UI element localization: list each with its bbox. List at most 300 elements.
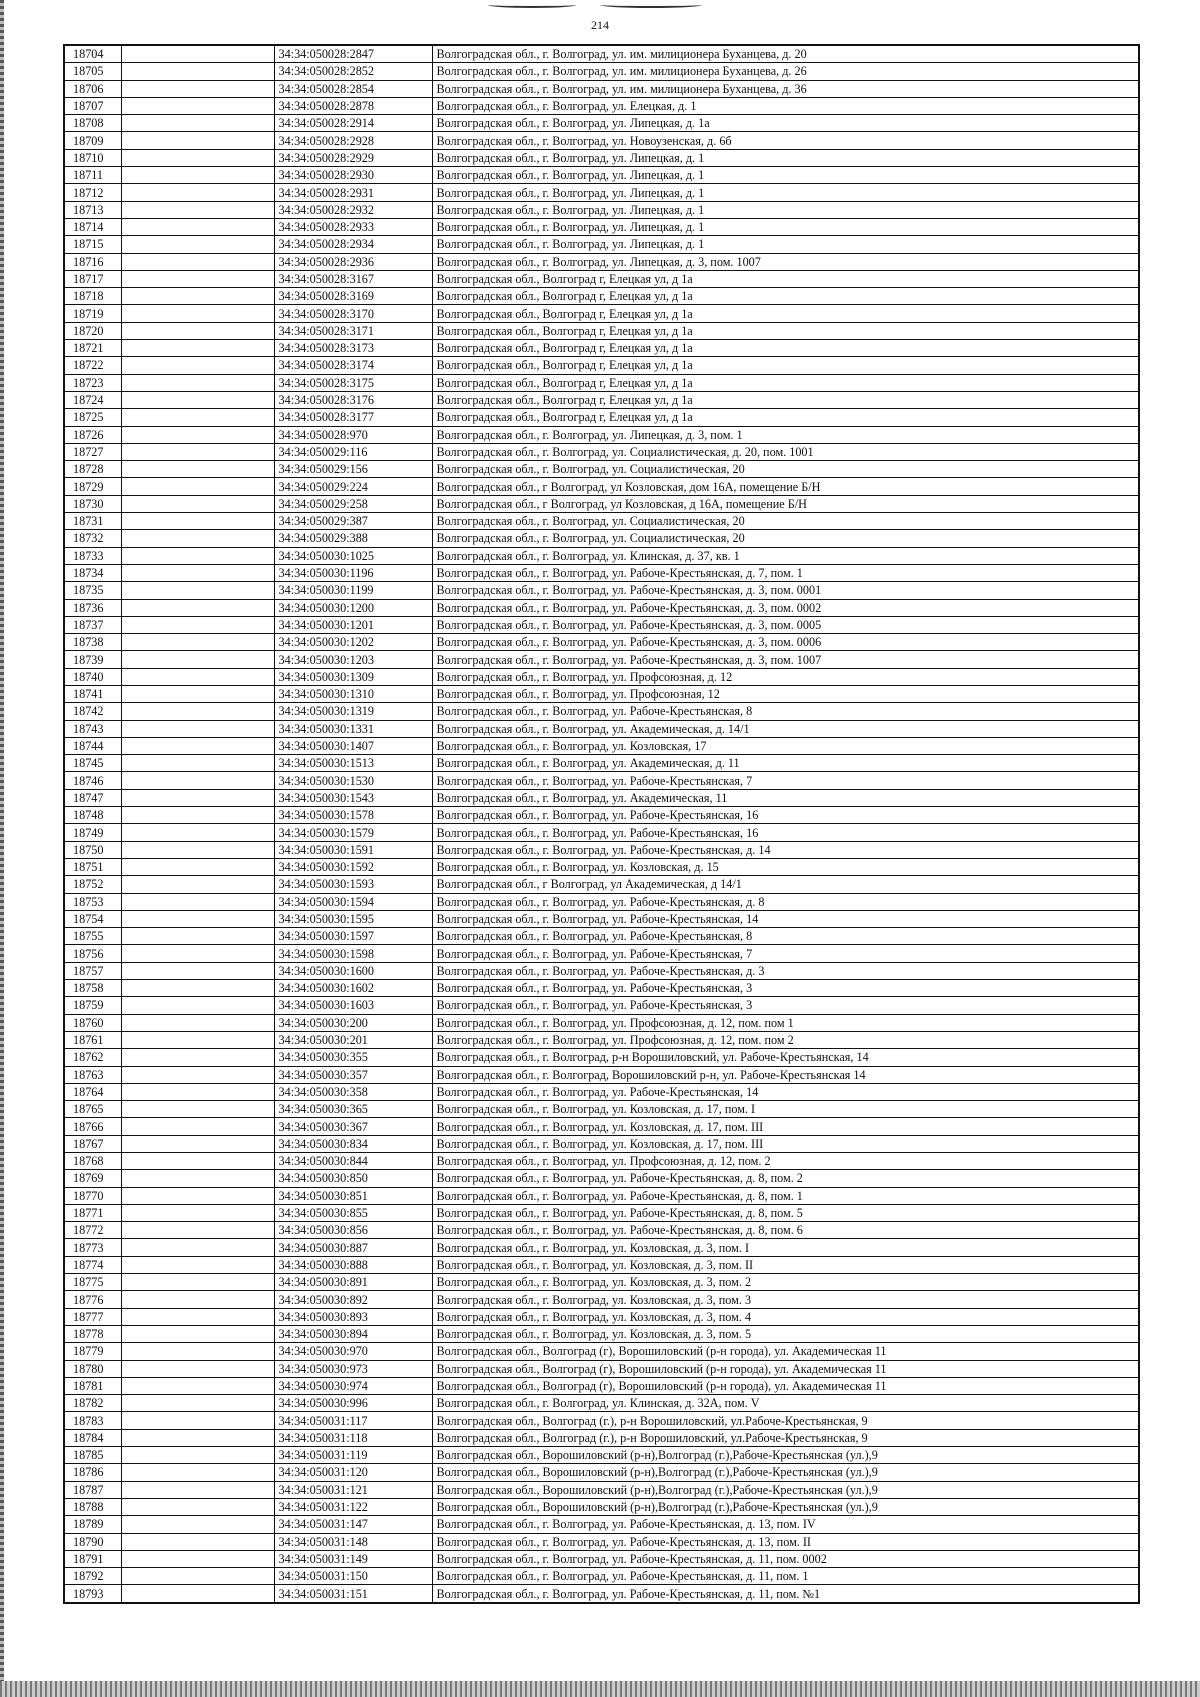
- cadastral-number-cell: 34:34:050028:2933: [274, 218, 432, 235]
- blank-cell: [121, 651, 274, 668]
- blank-cell: [121, 461, 274, 478]
- cadastral-number-cell: 34:34:050028:3167: [274, 270, 432, 287]
- row-number-cell: 18792: [64, 1568, 121, 1585]
- row-number-cell: 18739: [64, 651, 121, 668]
- cadastral-number-cell: 34:34:050029:156: [274, 461, 432, 478]
- address-cell: Волгоградская обл., г. Волгоград, ул. Профсоюзная, д. 12, пом. пом 1: [432, 1014, 1139, 1031]
- blank-cell: [121, 1239, 274, 1256]
- row-number-cell: 18742: [64, 703, 121, 720]
- table-row: [64, 149, 1139, 166]
- cadastral-number-cell: 34:34:050030:973: [274, 1360, 432, 1377]
- cadastral-number-cell: 34:34:050030:1593: [274, 876, 432, 893]
- address-cell: Волгоградская обл., Волгоград (г), Ворошиловский (р-н города), ул. Академическая 11: [432, 1360, 1139, 1377]
- row-number-cell: 18775: [64, 1274, 121, 1291]
- address-cell: Волгоградская обл., г. Волгоград, ул. Рабоче-Крестьянская, д. 8, пом. 1: [432, 1187, 1139, 1204]
- table-row: [64, 1291, 1139, 1308]
- address-cell: Волгоградская обл., Ворошиловский (р-н),Волгоград (г.),Рабоче-Крестьянская (ул.),9: [432, 1498, 1139, 1515]
- address-cell: Волгоградская обл., г. Волгоград, ул. Липецкая, д. 1: [432, 184, 1139, 201]
- cadastral-number-cell: 34:34:050028:2932: [274, 201, 432, 218]
- cadastral-number-cell: 34:34:050030:1196: [274, 564, 432, 581]
- cadastral-number-cell: 34:34:050031:147: [274, 1516, 432, 1533]
- cadastral-number-cell: 34:34:050030:888: [274, 1256, 432, 1273]
- row-number-cell: 18762: [64, 1049, 121, 1066]
- blank-cell: [121, 1533, 274, 1550]
- table-row: [64, 668, 1139, 685]
- scan-edge-bottom: [0, 1681, 1200, 1697]
- cadastral-number-cell: 34:34:050028:2929: [274, 149, 432, 166]
- address-cell: Волгоградская обл., г. Волгоград, ул. Елецкая, д. 1: [432, 97, 1139, 114]
- cadastral-number-cell: 34:34:050030:894: [274, 1325, 432, 1342]
- blank-cell: [121, 80, 274, 97]
- row-number-cell: 18771: [64, 1204, 121, 1221]
- cadastral-number-cell: 34:34:050030:1602: [274, 980, 432, 997]
- row-number-cell: 18782: [64, 1395, 121, 1412]
- table-row: [64, 426, 1139, 443]
- table-row: [64, 236, 1139, 253]
- address-cell: Волгоградская обл., г. Волгоград, ул. Социалистическая, д. 20, пом. 1001: [432, 443, 1139, 460]
- cadastral-number-cell: 34:34:050030:974: [274, 1377, 432, 1394]
- cadastral-number-cell: 34:34:050030:1201: [274, 616, 432, 633]
- table-row: [64, 530, 1139, 547]
- address-cell: Волгоградская обл., г. Волгоград, ул. Академическая, д. 11: [432, 755, 1139, 772]
- address-cell: Волгоградская обл., Волгоград г, Елецкая ул, д 1а: [432, 391, 1139, 408]
- address-cell: Волгоградская обл., г. Волгоград, ул. Козловская, д. 17, пом. III: [432, 1135, 1139, 1152]
- address-cell: Волгоградская обл., г. Волгоград, ул. Рабоче-Крестьянская, д. 3: [432, 962, 1139, 979]
- table-row: [64, 1568, 1139, 1585]
- row-number-cell: 18731: [64, 513, 121, 530]
- blank-cell: [121, 1118, 274, 1135]
- blank-cell: [121, 495, 274, 512]
- blank-cell: [121, 1481, 274, 1498]
- blank-cell: [121, 1101, 274, 1118]
- table-row: [64, 1550, 1139, 1567]
- cadastral-number-cell: 34:34:050030:200: [274, 1014, 432, 1031]
- table-row: [64, 720, 1139, 737]
- row-number-cell: 18781: [64, 1377, 121, 1394]
- table-row: [64, 97, 1139, 114]
- row-number-cell: 18708: [64, 115, 121, 132]
- row-number-cell: 18773: [64, 1239, 121, 1256]
- cadastral-number-cell: 34:34:050028:2878: [274, 97, 432, 114]
- table-row: [64, 461, 1139, 478]
- blank-cell: [121, 807, 274, 824]
- cadastral-number-cell: 34:34:050030:1594: [274, 893, 432, 910]
- table-row: [64, 1516, 1139, 1533]
- blank-cell: [121, 893, 274, 910]
- cadastral-number-cell: 34:34:050030:887: [274, 1239, 432, 1256]
- cadastral-number-cell: 34:34:050028:2914: [274, 115, 432, 132]
- row-number-cell: 18779: [64, 1343, 121, 1360]
- cadastral-number-cell: 34:34:050028:3177: [274, 409, 432, 426]
- table-row: [64, 772, 1139, 789]
- blank-cell: [121, 530, 274, 547]
- row-number-cell: 18710: [64, 149, 121, 166]
- cadastral-number-cell: 34:34:050030:996: [274, 1395, 432, 1412]
- cadastral-number-cell: 34:34:050028:2854: [274, 80, 432, 97]
- row-number-cell: 18793: [64, 1585, 121, 1603]
- cadastral-number-cell: 34:34:050031:151: [274, 1585, 432, 1603]
- address-cell: Волгоградская обл., г. Волгоград, ул. Липецкая, д. 1: [432, 218, 1139, 235]
- blank-cell: [121, 1498, 274, 1515]
- row-number-cell: 18768: [64, 1153, 121, 1170]
- row-number-cell: 18784: [64, 1429, 121, 1446]
- table-row: [64, 340, 1139, 357]
- address-cell: Волгоградская обл., г Волгоград, ул Козловская, дом 16А, помещение Б/Н: [432, 478, 1139, 495]
- row-number-cell: 18755: [64, 928, 121, 945]
- blank-cell: [121, 1568, 274, 1585]
- cadastral-number-cell: 34:34:050030:1591: [274, 841, 432, 858]
- scan-mark-top-right: [600, 2, 702, 8]
- address-cell: Волгоградская обл., г. Волгоград, ул. Социалистическая, 20: [432, 461, 1139, 478]
- blank-cell: [121, 426, 274, 443]
- blank-cell: [121, 236, 274, 253]
- row-number-cell: 18749: [64, 824, 121, 841]
- table-row: [64, 1153, 1139, 1170]
- address-cell: Волгоградская обл., г Волгоград, ул Козловская, д 16А, помещение Б/Н: [432, 495, 1139, 512]
- row-number-cell: 18770: [64, 1187, 121, 1204]
- blank-cell: [121, 928, 274, 945]
- table-row: [64, 305, 1139, 322]
- table-row: [64, 1585, 1139, 1603]
- row-number-cell: 18720: [64, 322, 121, 339]
- address-cell: Волгоградская обл., Ворошиловский (р-н),Волгоград (г.),Рабоче-Крестьянская (ул.),9: [432, 1447, 1139, 1464]
- table-row: [64, 634, 1139, 651]
- row-number-cell: 18730: [64, 495, 121, 512]
- address-cell: Волгоградская обл., г. Волгоград, ул. Козловская, д. 3, пом. II: [432, 1256, 1139, 1273]
- address-cell: Волгоградская обл., г. Волгоград, ул. Рабоче-Крестьянская, д. 3, пом. 1007: [432, 651, 1139, 668]
- address-cell: Волгоградская обл., Волгоград г, Елецкая ул, д 1а: [432, 305, 1139, 322]
- row-number-cell: 18716: [64, 253, 121, 270]
- address-cell: Волгоградская обл., г. Волгоград, ул. Козловская, д. 15: [432, 858, 1139, 875]
- address-cell: Волгоградская обл., Волгоград г, Елецкая ул, д 1а: [432, 357, 1139, 374]
- row-number-cell: 18746: [64, 772, 121, 789]
- table-row: [64, 1066, 1139, 1083]
- row-number-cell: 18737: [64, 616, 121, 633]
- address-cell: Волгоградская обл., г. Волгоград, ул. Рабоче-Крестьянская, д. 14: [432, 841, 1139, 858]
- address-cell: Волгоградская обл., г Волгоград, ул Академическая, д 14/1: [432, 876, 1139, 893]
- row-number-cell: 18726: [64, 426, 121, 443]
- address-cell: Волгоградская обл., г. Волгоград, Ворошиловский р-н, ул. Рабоче-Крестьянская 14: [432, 1066, 1139, 1083]
- blank-cell: [121, 1031, 274, 1048]
- address-cell: Волгоградская обл., г. Волгоград, ул. Козловская, д. 3, пом. I: [432, 1239, 1139, 1256]
- address-cell: Волгоградская обл., г. Волгоград, ул. Рабоче-Крестьянская, 7: [432, 945, 1139, 962]
- cadastral-number-cell: 34:34:050029:116: [274, 443, 432, 460]
- row-number-cell: 18791: [64, 1550, 121, 1567]
- cadastral-number-cell: 34:34:050030:893: [274, 1308, 432, 1325]
- blank-cell: [121, 253, 274, 270]
- row-number-cell: 18713: [64, 201, 121, 218]
- cadastral-number-cell: 34:34:050030:1543: [274, 789, 432, 806]
- address-cell: Волгоградская обл., г. Волгоград, ул. Рабоче-Крестьянская, д. 8: [432, 893, 1139, 910]
- table-row: [64, 357, 1139, 374]
- table-row: [64, 737, 1139, 754]
- row-number-cell: 18733: [64, 547, 121, 564]
- blank-cell: [121, 547, 274, 564]
- row-number-cell: 18777: [64, 1308, 121, 1325]
- row-number-cell: 18717: [64, 270, 121, 287]
- table-row: [64, 685, 1139, 702]
- table-row: [64, 1395, 1139, 1412]
- address-cell: Волгоградская обл., г. Волгоград, ул. Рабоче-Крестьянская, д. 8, пом. 5: [432, 1204, 1139, 1221]
- cadastral-number-cell: 34:34:050028:970: [274, 426, 432, 443]
- cadastral-number-cell: 34:34:050028:2934: [274, 236, 432, 253]
- blank-cell: [121, 132, 274, 149]
- address-cell: Волгоградская обл., г. Волгоград, ул. Клинская, д. 37, кв. 1: [432, 547, 1139, 564]
- blank-cell: [121, 478, 274, 495]
- row-number-cell: 18734: [64, 564, 121, 581]
- table-row: [64, 1187, 1139, 1204]
- row-number-cell: 18728: [64, 461, 121, 478]
- address-cell: Волгоградская обл., г. Волгоград, ул. Рабоче-Крестьянская, д. 3, пом. 0001: [432, 582, 1139, 599]
- table-row: [64, 1498, 1139, 1515]
- address-cell: Волгоградская обл., г. Волгоград, ул. Рабоче-Крестьянская, 16: [432, 824, 1139, 841]
- cadastral-number-cell: 34:34:050030:1202: [274, 634, 432, 651]
- table-row: [64, 1447, 1139, 1464]
- cadastral-number-cell: 34:34:050028:2936: [274, 253, 432, 270]
- address-cell: Волгоградская обл., г. Волгоград, ул. Рабоче-Крестьянская, 3: [432, 997, 1139, 1014]
- cadastral-number-cell: 34:34:050031:121: [274, 1481, 432, 1498]
- cadastral-number-cell: 34:34:050030:1309: [274, 668, 432, 685]
- blank-cell: [121, 876, 274, 893]
- table-row: [64, 201, 1139, 218]
- table-row: [64, 807, 1139, 824]
- table-row: [64, 253, 1139, 270]
- table-row: [64, 564, 1139, 581]
- cadastral-number-cell: 34:34:050030:1592: [274, 858, 432, 875]
- address-cell: Волгоградская обл., г. Волгоград, ул. Козловская, д. 3, пом. 2: [432, 1274, 1139, 1291]
- blank-cell: [121, 1170, 274, 1187]
- row-number-cell: 18722: [64, 357, 121, 374]
- table-row: [64, 478, 1139, 495]
- cadastral-number-cell: 34:34:050030:834: [274, 1135, 432, 1152]
- row-number-cell: 18765: [64, 1101, 121, 1118]
- table-row: [64, 1101, 1139, 1118]
- row-number-cell: 18740: [64, 668, 121, 685]
- register-table-body: [64, 45, 1139, 1603]
- row-number-cell: 18745: [64, 755, 121, 772]
- cadastral-number-cell: 34:34:050030:1597: [274, 928, 432, 945]
- blank-cell: [121, 288, 274, 305]
- cadastral-number-cell: 34:34:050028:3170: [274, 305, 432, 322]
- blank-cell: [121, 772, 274, 789]
- blank-cell: [121, 1464, 274, 1481]
- blank-cell: [121, 1256, 274, 1273]
- row-number-cell: 18789: [64, 1516, 121, 1533]
- row-number-cell: 18732: [64, 530, 121, 547]
- table-row: [64, 651, 1139, 668]
- cadastral-number-cell: 34:34:050030:367: [274, 1118, 432, 1135]
- row-number-cell: 18761: [64, 1031, 121, 1048]
- cadastral-number-cell: 34:34:050031:148: [274, 1533, 432, 1550]
- table-row: [64, 1204, 1139, 1221]
- address-cell: Волгоградская обл., г. Волгоград, ул. Рабоче-Крестьянская, д. 13, пом. IV: [432, 1516, 1139, 1533]
- cadastral-number-cell: 34:34:050028:3169: [274, 288, 432, 305]
- cadastral-number-cell: 34:34:050029:387: [274, 513, 432, 530]
- row-number-cell: 18707: [64, 97, 121, 114]
- row-number-cell: 18776: [64, 1291, 121, 1308]
- table-row: [64, 945, 1139, 962]
- blank-cell: [121, 1325, 274, 1342]
- blank-cell: [121, 322, 274, 339]
- table-row: [64, 910, 1139, 927]
- cadastral-number-cell: 34:34:050030:1598: [274, 945, 432, 962]
- cadastral-number-cell: 34:34:050031:120: [274, 1464, 432, 1481]
- blank-cell: [121, 97, 274, 114]
- address-cell: Волгоградская обл., г. Волгоград, ул. Липецкая, д. 1: [432, 236, 1139, 253]
- row-number-cell: 18729: [64, 478, 121, 495]
- table-row: [64, 1274, 1139, 1291]
- row-number-cell: 18743: [64, 720, 121, 737]
- blank-cell: [121, 564, 274, 581]
- row-number-cell: 18753: [64, 893, 121, 910]
- table-row: [64, 928, 1139, 945]
- cadastral-number-cell: 34:34:050031:149: [274, 1550, 432, 1567]
- blank-cell: [121, 149, 274, 166]
- address-cell: Волгоградская обл., г. Волгоград, ул. Липецкая, д. 3, пом. 1: [432, 426, 1139, 443]
- blank-cell: [121, 1447, 274, 1464]
- blank-cell: [121, 1187, 274, 1204]
- table-row: [64, 1118, 1139, 1135]
- address-cell: Волгоградская обл., г. Волгоград, ул. Рабоче-Крестьянская, д. 11, пом. №1: [432, 1585, 1139, 1603]
- cadastral-number-cell: 34:34:050030:891: [274, 1274, 432, 1291]
- table-row: [64, 1049, 1139, 1066]
- table-row: [64, 184, 1139, 201]
- table-row: [64, 495, 1139, 512]
- blank-cell: [121, 1308, 274, 1325]
- cadastral-number-cell: 34:34:050030:1203: [274, 651, 432, 668]
- table-row: [64, 1360, 1139, 1377]
- table-row: [64, 288, 1139, 305]
- row-number-cell: 18714: [64, 218, 121, 235]
- table-row: [64, 841, 1139, 858]
- blank-cell: [121, 616, 274, 633]
- table-row: [64, 1170, 1139, 1187]
- blank-cell: [121, 443, 274, 460]
- table-row: [64, 1239, 1139, 1256]
- row-number-cell: 18738: [64, 634, 121, 651]
- cadastral-number-cell: 34:34:050030:1025: [274, 547, 432, 564]
- address-cell: Волгоградская обл., г. Волгоград, ул. Рабоче-Крестьянская, 3: [432, 980, 1139, 997]
- address-cell: Волгоградская обл., г. Волгоград, ул. Рабоче-Крестьянская, д. 3, пом. 0006: [432, 634, 1139, 651]
- blank-cell: [121, 1014, 274, 1031]
- address-cell: Волгоградская обл., г. Волгоград, ул. Рабоче-Крестьянская, д. 13, пом. II: [432, 1533, 1139, 1550]
- blank-cell: [121, 409, 274, 426]
- row-number-cell: 18735: [64, 582, 121, 599]
- address-cell: Волгоградская обл., г. Волгоград, ул. Академическая, д. 14/1: [432, 720, 1139, 737]
- cadastral-number-cell: 34:34:050030:1578: [274, 807, 432, 824]
- row-number-cell: 18725: [64, 409, 121, 426]
- address-cell: Волгоградская обл., г. Волгоград, ул. Академическая, 11: [432, 789, 1139, 806]
- address-cell: Волгоградская обл., Волгоград (г), Ворошиловский (р-н города), ул. Академическая 11: [432, 1343, 1139, 1360]
- cadastral-number-cell: 34:34:050028:2928: [274, 132, 432, 149]
- table-row: [64, 599, 1139, 616]
- blank-cell: [121, 45, 274, 63]
- row-number-cell: 18757: [64, 962, 121, 979]
- cadastral-number-cell: 34:34:050030:1603: [274, 997, 432, 1014]
- cadastral-number-cell: 34:34:050028:3174: [274, 357, 432, 374]
- table-row: [64, 513, 1139, 530]
- row-number-cell: 18778: [64, 1325, 121, 1342]
- address-cell: Волгоградская обл., Волгоград г, Елецкая ул, д 1а: [432, 409, 1139, 426]
- cadastral-number-cell: 34:34:050030:970: [274, 1343, 432, 1360]
- table-row: [64, 115, 1139, 132]
- blank-cell: [121, 218, 274, 235]
- blank-cell: [121, 945, 274, 962]
- address-cell: Волгоградская обл., Ворошиловский (р-н),Волгоград (г.),Рабоче-Крестьянская (ул.),9: [432, 1481, 1139, 1498]
- cadastral-number-cell: 34:34:050028:2847: [274, 45, 432, 63]
- address-cell: Волгоградская обл., г. Волгоград, ул. Рабоче-Крестьянская, д. 11, пом. 1: [432, 1568, 1139, 1585]
- cadastral-number-cell: 34:34:050030:1600: [274, 962, 432, 979]
- table-row: [64, 1343, 1139, 1360]
- address-cell: Волгоградская обл., г. Волгоград, ул. Рабоче-Крестьянская, 14: [432, 910, 1139, 927]
- row-number-cell: 18783: [64, 1412, 121, 1429]
- blank-cell: [121, 1377, 274, 1394]
- row-number-cell: 18785: [64, 1447, 121, 1464]
- address-cell: Волгоградская обл., Волгоград (г.), р-н Ворошиловский, ул.Рабоче-Крестьянская, 9: [432, 1429, 1139, 1446]
- cadastral-number-cell: 34:34:050030:1200: [274, 599, 432, 616]
- address-cell: Волгоградская обл., г. Волгоград, ул. Социалистическая, 20: [432, 530, 1139, 547]
- blank-cell: [121, 720, 274, 737]
- blank-cell: [121, 755, 274, 772]
- table-row: [64, 1014, 1139, 1031]
- blank-cell: [121, 115, 274, 132]
- address-cell: Волгоградская обл., г. Волгоград, ул. Липецкая, д. 1а: [432, 115, 1139, 132]
- address-cell: Волгоградская обл., Ворошиловский (р-н),Волгоград (г.),Рабоче-Крестьянская (ул.),9: [432, 1464, 1139, 1481]
- blank-cell: [121, 910, 274, 927]
- table-row: [64, 1308, 1139, 1325]
- table-row: [64, 1429, 1139, 1446]
- address-cell: Волгоградская обл., Волгоград г, Елецкая ул, д 1а: [432, 374, 1139, 391]
- table-row: [64, 45, 1139, 63]
- cadastral-number-cell: 34:34:050031:119: [274, 1447, 432, 1464]
- cadastral-number-cell: 34:34:050030:1407: [274, 737, 432, 754]
- row-number-cell: 18767: [64, 1135, 121, 1152]
- address-cell: Волгоградская обл., г. Волгоград, ул. Липецкая, д. 1: [432, 201, 1139, 218]
- cadastral-number-cell: 34:34:050028:3176: [274, 391, 432, 408]
- cadastral-number-cell: 34:34:050030:850: [274, 1170, 432, 1187]
- address-cell: Волгоградская обл., г. Волгоград, ул. Козловская, д. 17, пом. III: [432, 1118, 1139, 1135]
- row-number-cell: 18711: [64, 167, 121, 184]
- row-number-cell: 18756: [64, 945, 121, 962]
- scan-edge-left: [0, 0, 4, 1697]
- blank-cell: [121, 1516, 274, 1533]
- table-row: [64, 1533, 1139, 1550]
- row-number-cell: 18706: [64, 80, 121, 97]
- row-number-cell: 18747: [64, 789, 121, 806]
- blank-cell: [121, 1135, 274, 1152]
- table-row: [64, 876, 1139, 893]
- cadastral-number-cell: 34:34:050030:365: [274, 1101, 432, 1118]
- page-number: 214: [591, 18, 609, 32]
- cadastral-number-cell: 34:34:050031:150: [274, 1568, 432, 1585]
- cadastral-number-cell: 34:34:050030:355: [274, 1049, 432, 1066]
- blank-cell: [121, 980, 274, 997]
- row-number-cell: 18741: [64, 685, 121, 702]
- cadastral-number-cell: 34:34:050030:1331: [274, 720, 432, 737]
- cadastral-number-cell: 34:34:050031:122: [274, 1498, 432, 1515]
- table-row: [64, 391, 1139, 408]
- address-cell: Волгоградская обл., г. Волгоград, ул. Рабоче-Крестьянская, д. 3, пом. 0002: [432, 599, 1139, 616]
- address-cell: Волгоградская обл., г. Волгоград, ул. Рабоче-Крестьянская, 8: [432, 928, 1139, 945]
- address-cell: Волгоградская обл., г. Волгоград, р-н Ворошиловский, ул. Рабоче-Крестьянская, 14: [432, 1049, 1139, 1066]
- table-row: [64, 167, 1139, 184]
- blank-cell: [121, 668, 274, 685]
- row-number-cell: 18764: [64, 1083, 121, 1100]
- blank-cell: [121, 513, 274, 530]
- table-row: [64, 1256, 1139, 1273]
- address-cell: Волгоградская обл., г. Волгоград, ул. Козловская, д. 3, пом. 5: [432, 1325, 1139, 1342]
- address-cell: Волгоградская обл., г. Волгоград, ул. им. милиционера Буханцева, д. 36: [432, 80, 1139, 97]
